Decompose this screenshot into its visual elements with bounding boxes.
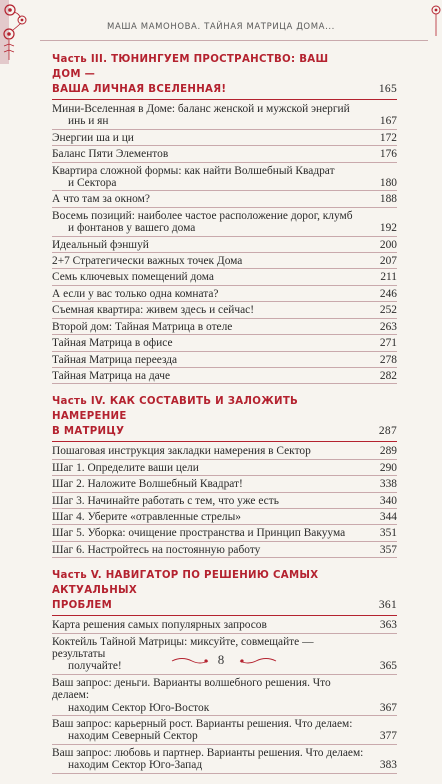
- toc-entry[interactable]: [52, 321, 397, 335]
- entry-title: Тайная Матрица переезда: [52, 353, 178, 366]
- part-divider: [52, 441, 397, 442]
- page-number: 8: [217, 652, 225, 667]
- entry-page-number: 176: [379, 148, 397, 161]
- entry-title: Шаг 1. Определите ваши цели: [52, 461, 199, 474]
- table-of-contents: [52, 52, 397, 784]
- entry-page-number: 351: [379, 527, 397, 540]
- toc-entry[interactable]: [52, 193, 397, 207]
- entry-title: Второй дом: Тайная Матрица в отеле: [52, 320, 233, 333]
- entry-page-number: 290: [379, 461, 397, 474]
- entry-title: Карта решения самых популярных запросов: [52, 619, 267, 632]
- corner-ornament-right-icon: [426, 0, 442, 40]
- entry-title: Ваш запрос: карьерный рост. Варианты решения. Что делаем:: [52, 718, 353, 730]
- entry-title: Шаг 5. Уборка: очищение пространства и Принцип Вакуума: [52, 527, 346, 540]
- entry-page-number: 363: [379, 619, 397, 632]
- entry-page-number: 211: [380, 271, 397, 284]
- corner-ornament-icon: [0, 0, 38, 64]
- entry-page-number: 188: [379, 193, 397, 206]
- entry-page-number: 338: [379, 478, 397, 491]
- part-page-number: 287: [378, 425, 397, 438]
- entry-page-number: 340: [379, 494, 397, 507]
- entry-title: Мини-Вселенная в Доме: баланс женской и мужской энергий: [52, 103, 350, 115]
- toc-entry[interactable]: [52, 462, 397, 476]
- entry-page-number: 365: [379, 660, 397, 673]
- part-title-line: Часть IV. КАК СОСТАВИТЬ И ЗАЛОЖИТЬ НАМЕРЕНИЕ: [52, 396, 299, 423]
- entry-page-number: 180: [379, 177, 397, 190]
- entry-title: Шаг 3. Начинайте работать с тем, что уже есть: [52, 494, 279, 507]
- entry-title: Баланс Пяти Элементов: [52, 148, 169, 161]
- part-page-number: 165: [378, 83, 397, 95]
- part-divider: [52, 615, 397, 616]
- entry-title-continued: находим Сектор Юго-Запад: [68, 759, 203, 772]
- toc-entry[interactable]: [52, 677, 397, 716]
- header-divider: [40, 40, 428, 41]
- part-title-line: Часть III. ТЮНИНГУЕМ ПРОСТРАНСТВО: ВАШ ДОМ —: [52, 54, 329, 80]
- toc-entry[interactable]: [52, 445, 397, 459]
- toc-entry[interactable]: [52, 495, 397, 509]
- entry-page-number: 207: [379, 255, 397, 268]
- entry-page-number: 192: [379, 222, 397, 235]
- running-head: МАША МАМОНОВА. ТАЙНАЯ МАТРИЦА ДОМА...: [107, 22, 335, 32]
- entry-page-number: 263: [379, 320, 397, 333]
- part-title-line: Часть V. НАВИГАТОР ПО РЕШЕНИЮ САМЫХ АКТУАЛЬНЫХ: [52, 570, 319, 597]
- toc-entry[interactable]: [52, 304, 397, 318]
- part-page-number: 361: [378, 599, 397, 612]
- toc-entry[interactable]: [52, 103, 397, 130]
- toc-entry[interactable]: [52, 148, 397, 162]
- toc-entry[interactable]: [52, 337, 397, 351]
- entry-title: Съемная квартира: живем здесь и сейчас!: [52, 304, 255, 317]
- toc-entry[interactable]: [52, 718, 397, 745]
- entry-page-number: 367: [379, 701, 397, 714]
- entry-title: А если у вас только одна комната?: [52, 287, 219, 300]
- entry-title: Тайная Матрица на даче: [52, 369, 171, 382]
- entry-title: Шаг 6. Настройтесь на постоянную работу: [52, 543, 261, 556]
- toc-entry[interactable]: [52, 354, 397, 368]
- entry-title: Тайная Матрица в офисе: [52, 337, 173, 350]
- entry-title: Восемь позиций: наиболее частое расположение дорог, клумб: [52, 209, 353, 222]
- entry-page-number: 246: [379, 287, 397, 300]
- toc-entry[interactable]: [52, 132, 397, 146]
- toc-entry[interactable]: [52, 478, 397, 492]
- entry-title: Шаг 4. Уберите «отравленные стрелы»: [52, 510, 241, 523]
- part-title-line: ВАША ЛИЧНАЯ ВСЕЛЕННАЯ!: [52, 84, 227, 95]
- entry-title: Ваш запрос: деньги. Варианты волшебного решения. Что делаем:: [52, 676, 331, 702]
- footer-ornament-right-icon: [238, 656, 278, 666]
- entry-page-number: 344: [379, 510, 397, 523]
- entry-title: Шаг 2. Наложите Волшебный Квадрат!: [52, 478, 243, 491]
- entry-title: Энергии ша и ци: [52, 131, 134, 144]
- entry-page-number: 383: [379, 759, 397, 772]
- toc-part-5: [52, 568, 397, 773]
- entry-title: Пошаговая инструкция закладки намерения в Сектор: [52, 445, 311, 458]
- part-title[interactable]: [52, 52, 397, 97]
- entry-page-number: 278: [379, 353, 397, 366]
- toc-entry[interactable]: [52, 255, 397, 269]
- part-divider: [52, 99, 397, 100]
- toc-entry[interactable]: [52, 544, 397, 558]
- entry-page-number: 289: [379, 445, 397, 458]
- entry-title: Семь ключевых помещений дома: [52, 271, 214, 284]
- entry-title-continued: инь и ян: [68, 115, 109, 128]
- toc-entry[interactable]: [52, 527, 397, 541]
- part-title[interactable]: [52, 568, 397, 613]
- entry-page-number: 377: [379, 730, 397, 743]
- entry-title: Коктейль Тайной Матрицы: миксуйте, совмещайте — результаты: [52, 635, 314, 660]
- entry-page-number: 252: [379, 304, 397, 317]
- toc-entry[interactable]: [52, 619, 397, 633]
- entry-page-number: 357: [379, 543, 397, 556]
- toc-entry[interactable]: [52, 288, 397, 302]
- toc-entry[interactable]: [52, 370, 397, 384]
- toc-entry[interactable]: [52, 210, 397, 237]
- part-title[interactable]: [52, 394, 397, 439]
- toc-part-3: [52, 52, 397, 384]
- entry-title-continued: и Сектора: [68, 177, 117, 190]
- entry-title-continued: находим Северный Сектор: [68, 730, 198, 743]
- entry-title: Квартира сложной формы: как найти Волшебный Квадрат: [52, 164, 335, 177]
- part-title-line: В МАТРИЦУ: [52, 426, 125, 438]
- toc-entry[interactable]: [52, 165, 397, 192]
- entry-page-number: 172: [379, 131, 397, 144]
- entry-page-number: 282: [379, 369, 397, 382]
- toc-entry[interactable]: [52, 271, 397, 285]
- entry-title-continued: и фонтанов у вашего дома: [68, 222, 196, 235]
- entry-page-number: 271: [379, 337, 397, 350]
- entry-title: А что там за окном?: [52, 193, 150, 206]
- part-title-line: ПРОБЛЕМ: [52, 600, 113, 612]
- entry-title-continued: получайте!: [68, 660, 122, 673]
- entry-title: Идеальный фэншуй: [52, 238, 149, 251]
- entry-title-continued: находим Сектор Юго-Восток: [68, 701, 210, 714]
- toc-entry[interactable]: [52, 511, 397, 525]
- toc-entry[interactable]: [52, 747, 397, 774]
- toc-entry[interactable]: [52, 239, 397, 253]
- entry-title: 2+7 Стратегически важных точек Дома: [52, 255, 243, 268]
- entry-page-number: 200: [379, 238, 397, 251]
- entry-title: Ваш запрос: любовь и партнер. Варианты решения. Что делаем:: [52, 746, 364, 759]
- entry-page-number: 167: [379, 115, 397, 128]
- toc-part-4: [52, 394, 397, 558]
